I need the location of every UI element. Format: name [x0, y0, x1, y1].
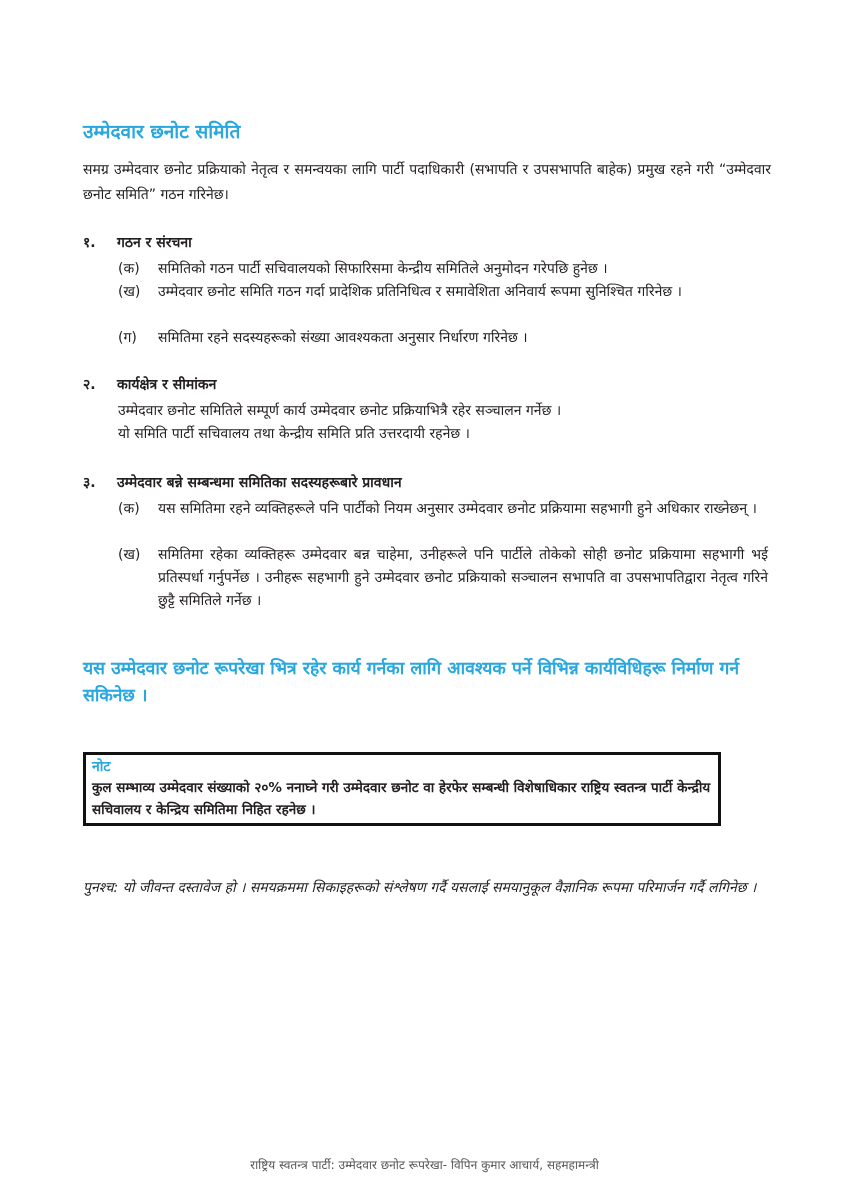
- item-marker: (क): [118, 501, 140, 517]
- item-marker: (क): [118, 261, 140, 277]
- postscript: पुनश्च: यो जीवन्त दस्तावेज हो । समयक्रममा सिकाइहरूको संश्लेषण गर्दै यसलाई समयानुकूल वैज्ञानिक रूपमा परिमार्जन गर्दै लगिनेछ ।: [83, 880, 757, 896]
- page-footer: राष्ट्रिय स्वतन्त्र पार्टी: उम्मेदवार छनोट रूपरेखा- विपिन कुमार आचार्य, सहमहामन्त्री: [250, 1158, 599, 1172]
- item-marker: (ख): [118, 284, 141, 300]
- note-text: कुल सम्भाव्य उम्मेदवार संख्याको २०% ननाघ्ने गरी उम्मेदवार छनोट वा हेरफेर सम्बन्धी विशेषाधिकार राष्ट्रिय स्वतन्त्र पार्टी केन्द्रीय सचिवालय र केन्द्रिय समितिमा निहित रहनेछ ।: [92, 780, 711, 818]
- section-3-number: ३.: [83, 475, 96, 491]
- list-item: [118, 258, 768, 281]
- section-2-title: कार्यक्षेत्र र सीमांकन: [117, 377, 217, 393]
- note-box: [83, 752, 721, 826]
- section-2-line: यो समिति पार्टी सचिवालय तथा केन्द्रीय समिति प्रति उत्तरदायी रहनेछ ।: [118, 426, 470, 442]
- list-item: [118, 544, 768, 613]
- section-1-title: गठन र संरचना: [117, 235, 192, 251]
- item-text: समितिमा रहने सदस्यहरूको संख्या आवश्यकता अनुसार निर्धारण गरिनेछ ।: [158, 330, 528, 346]
- intro-paragraph: समग्र उम्मेदवार छनोट प्रक्रियाको नेतृत्व र समन्वयका लागि पार्टी पदाधिकारी (सभापति र उपसभापति बाहेक) प्रमुख रहने गरी “उम्मेदवार छनोट समिति” गठन गरिनेछ।: [83, 162, 771, 203]
- section-1-heading: [83, 232, 771, 254]
- section-2-line: उम्मेदवार छनोट समितिले सम्पूर्ण कार्य उम्मेदवार छनोट प्रक्रियाभित्रै रहेर सञ्चालन गर्नेछ ।: [118, 403, 562, 419]
- item-text: यस समितिमा रहने व्यक्तिहरूले पनि पार्टीको नियम अनुसार उम्मेदवार छनोट प्रक्रियामा सहभागी हुने अधिकार राख्नेछन् ।: [158, 501, 757, 517]
- note-title: नोट: [92, 759, 111, 775]
- item-text: समितिको गठन पार्टी सचिवालयको सिफारिसमा केन्द्रीय समितिले अनुमोदन गरेपछि हुनेछ ।: [158, 261, 608, 277]
- list-item: [118, 281, 768, 304]
- list-item: [118, 498, 768, 521]
- section-2-number: २.: [83, 377, 96, 393]
- section-1-number: १.: [83, 235, 96, 251]
- item-marker: (ग): [118, 330, 137, 346]
- section-2-heading: [83, 374, 771, 396]
- item-text: उम्मेदवार छनोट समिति गठन गर्दा प्रादेशिक प्रतिनिधित्व र समावेशिता अनिवार्य रूपमा सुनिश्चित गरिनेछ ।: [158, 284, 682, 300]
- section-3-heading: [83, 472, 771, 494]
- item-marker: (ख): [118, 547, 141, 563]
- list-item: [118, 327, 768, 350]
- section-title: उम्मेदवार छनोट समिति: [83, 121, 241, 143]
- item-text: समितिमा रहेका व्यक्तिहरू उम्मेदवार बन्न चाहेमा, उनीहरूले पनि पार्टीले तोकेको सोही छनोट प्रक्रियामा सहभागी भई प्रतिस्पर्धा गर्नुपर्नेछ । उनीहरू सहभागी हुने उम्मेदवार छनोट प्रक्रियाको सञ्चालन सभापति वा उपसभापतिद्वारा नेतृत्व गरिने छुट्टै समितिले गर्नेछ ।: [158, 547, 768, 609]
- callout-text: यस उम्मेदवार छनोट रूपरेखा भित्र रहेर कार्य गर्नका लागि आवश्यक पर्ने विभिन्न कार्यविधिहरू निर्माण गर्न सकिनेछ ।: [83, 659, 740, 706]
- section-3-title: उम्मेदवार बन्ने सम्बन्धमा समितिका सदस्यहरूबारे प्रावधान: [117, 475, 402, 491]
